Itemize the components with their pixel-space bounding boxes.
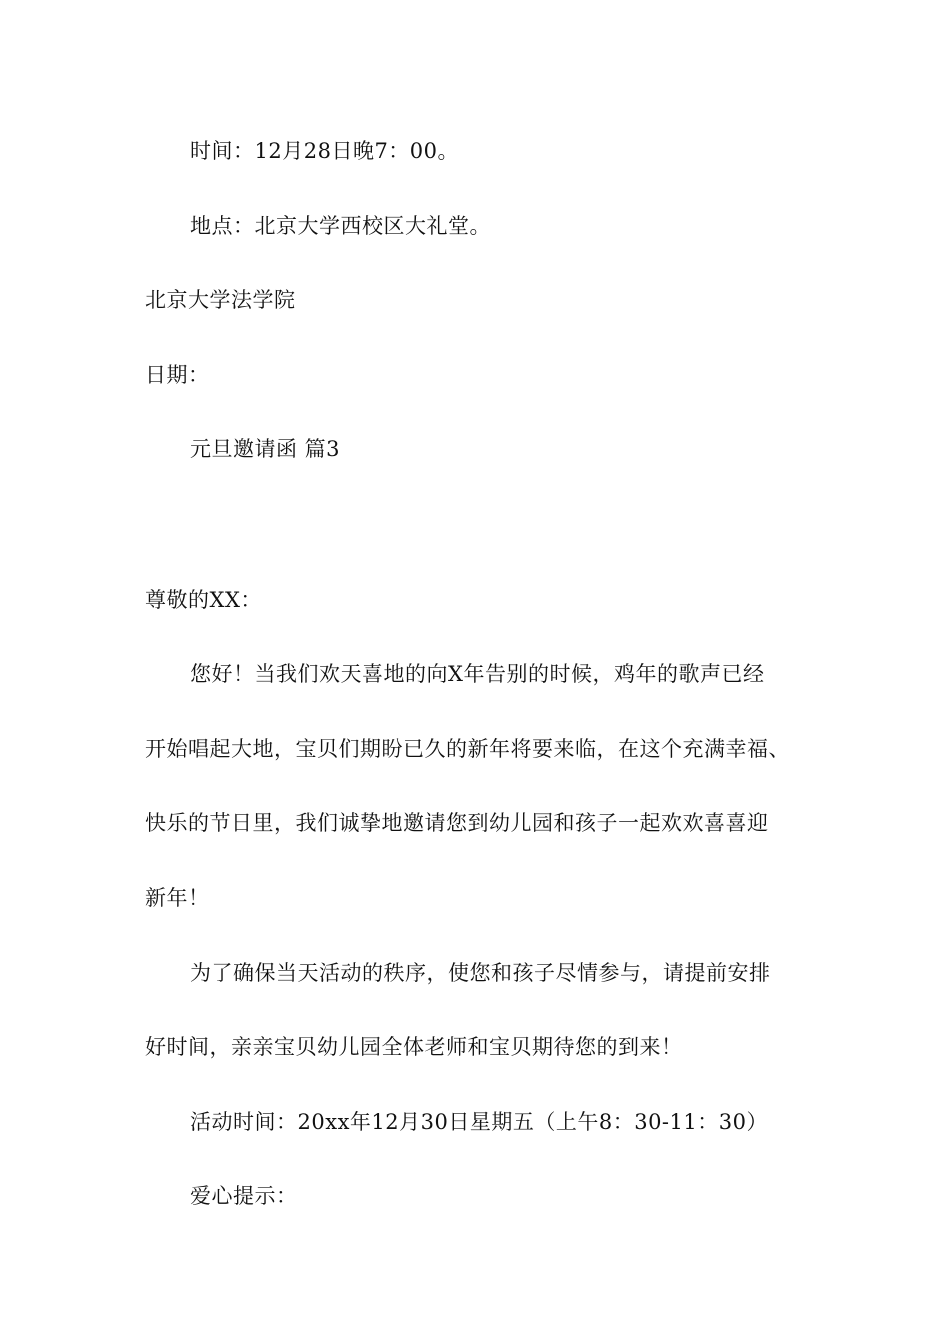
paragraph-2-line-1: 为了确保当天活动的秩序，使您和孩子尽情参与，请提前安排 — [190, 961, 771, 985]
paragraph-1-line-2: 开始唱起大地，宝贝们期盼已久的新年将要来临，在这个充满幸福、 — [145, 737, 790, 761]
tips-line: 爱心提示： — [190, 1184, 298, 1208]
time-line: 时间：12月28日晚7：00。 — [190, 139, 460, 163]
paragraph-1-line-4: 新年！ — [145, 886, 210, 910]
paragraph-2-line-2: 好时间，亲亲宝贝幼儿园全体老师和宝贝期待您的到来！ — [145, 1035, 683, 1059]
activity-time-line: 活动时间：20xx年12月30日星期五（上午8：30-11：30） — [190, 1110, 768, 1134]
date-line: 日期： — [145, 363, 210, 387]
section-title: 元旦邀请函 篇3 — [190, 437, 341, 461]
salutation: 尊敬的XX： — [145, 588, 262, 612]
organizer-line: 北京大学法学院 — [145, 288, 296, 312]
paragraph-1-line-3: 快乐的节日里，我们诚挚地邀请您到幼儿园和孩子一起欢欢喜喜迎 — [145, 811, 769, 835]
place-line: 地点：北京大学西校区大礼堂。 — [190, 214, 491, 238]
paragraph-1-line-1: 您好！当我们欢天喜地的向X年告别的时候，鸡年的歌声已经 — [190, 662, 765, 686]
